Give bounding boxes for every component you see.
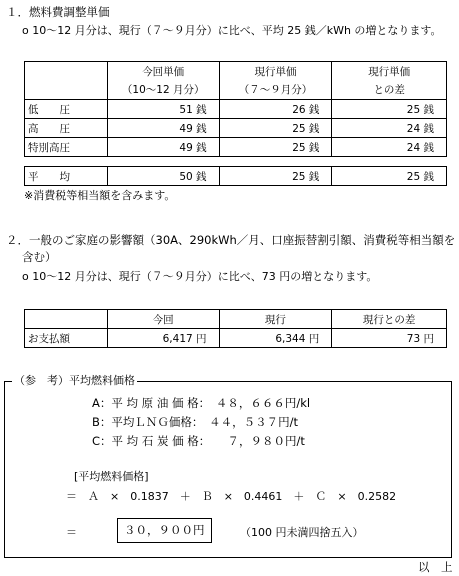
header-current: 今回: [107, 310, 219, 329]
average-label: 平 均: [25, 167, 108, 186]
average-table: [24, 166, 447, 186]
row-diff: 25 銭: [332, 100, 447, 119]
subheader-diff: との差: [332, 81, 447, 100]
row-diff: 24 銭: [332, 119, 447, 138]
formula-label: [平均燃料価格]: [74, 470, 149, 483]
row-diff: 24 銭: [332, 138, 447, 157]
coal-price: C：平 均 石 炭 価 格： ７，９８０円/t: [92, 434, 305, 448]
header-prev: 現行: [219, 310, 332, 329]
result-equals: ＝: [66, 526, 77, 539]
tax-footnote: ※消費税等相当額を含みます。: [24, 189, 176, 202]
row-diff: 73 円: [332, 329, 447, 348]
section2-note: o 10～12 月分は、現行（７～９月分）に比べ、73 円の増となります。: [22, 270, 378, 283]
average-row: [25, 167, 447, 186]
subheader-current: （10～12 月分）: [107, 81, 219, 100]
subheader-prev: （７～９月分）: [219, 81, 332, 100]
table-corner: [25, 62, 108, 100]
section1-note: o 10～12 月分は、現行（７～９月分）に比べ、平均 25 銭／kWh の増となります。: [22, 24, 442, 37]
unit-price-table: [24, 61, 447, 157]
row-prev: 26 銭: [219, 100, 332, 119]
rounding-note: （100 円未満四捨五入）: [240, 526, 364, 539]
header-diff: 現行単価: [332, 62, 447, 81]
table-header-row: [25, 62, 447, 81]
average-current: 50 銭: [107, 167, 219, 186]
table-row: [25, 138, 447, 157]
household-header-row: [25, 310, 447, 329]
row-label: 低 圧: [25, 100, 108, 119]
header-prev: 現行単価: [219, 62, 332, 81]
table-row: [25, 329, 447, 348]
header-current: 今回単価: [107, 62, 219, 81]
row-current: 49 銭: [107, 138, 219, 157]
row-label: お支払額: [25, 329, 108, 348]
average-prev: 25 銭: [219, 167, 332, 186]
row-current: 51 銭: [107, 100, 219, 119]
row-current: 49 銭: [107, 119, 219, 138]
table-row: [25, 119, 447, 138]
result-value: ３０，９００円: [117, 518, 212, 543]
closing-mark: 以 上: [418, 560, 453, 574]
table-row: [25, 100, 447, 119]
reference-title: （参 考）平均燃料価格: [14, 374, 135, 387]
average-diff: 25 銭: [332, 167, 447, 186]
section2-heading-cont: 含む）: [22, 250, 57, 264]
lng-price: B：平均ＬＮＧ価格： ４４，５３７円/t: [92, 415, 299, 429]
table-corner: [25, 310, 108, 329]
row-label: 高 圧: [25, 119, 108, 138]
section1-heading: １．燃料費調整単価: [6, 5, 110, 19]
row-current: 6,417 円: [107, 329, 219, 348]
row-prev: 25 銭: [219, 138, 332, 157]
formula-equation: ＝ Ａ × 0.1837 ＋ Ｂ × 0.4461 ＋ Ｃ × 0.2582: [66, 490, 397, 503]
header-diff: 現行との差: [332, 310, 447, 329]
crude-oil-price: A：平 均 原 油 価 格： ４８，６６６円/kl: [92, 396, 311, 410]
row-prev: 25 銭: [219, 119, 332, 138]
section2-heading: ２．一般のご家庭の影響額（30A、290kWh／月、口座振替割引額、消費税等相当額を: [6, 233, 456, 247]
household-table: [24, 309, 447, 348]
row-prev: 6,344 円: [219, 329, 332, 348]
row-label: 特別高圧: [25, 138, 108, 157]
